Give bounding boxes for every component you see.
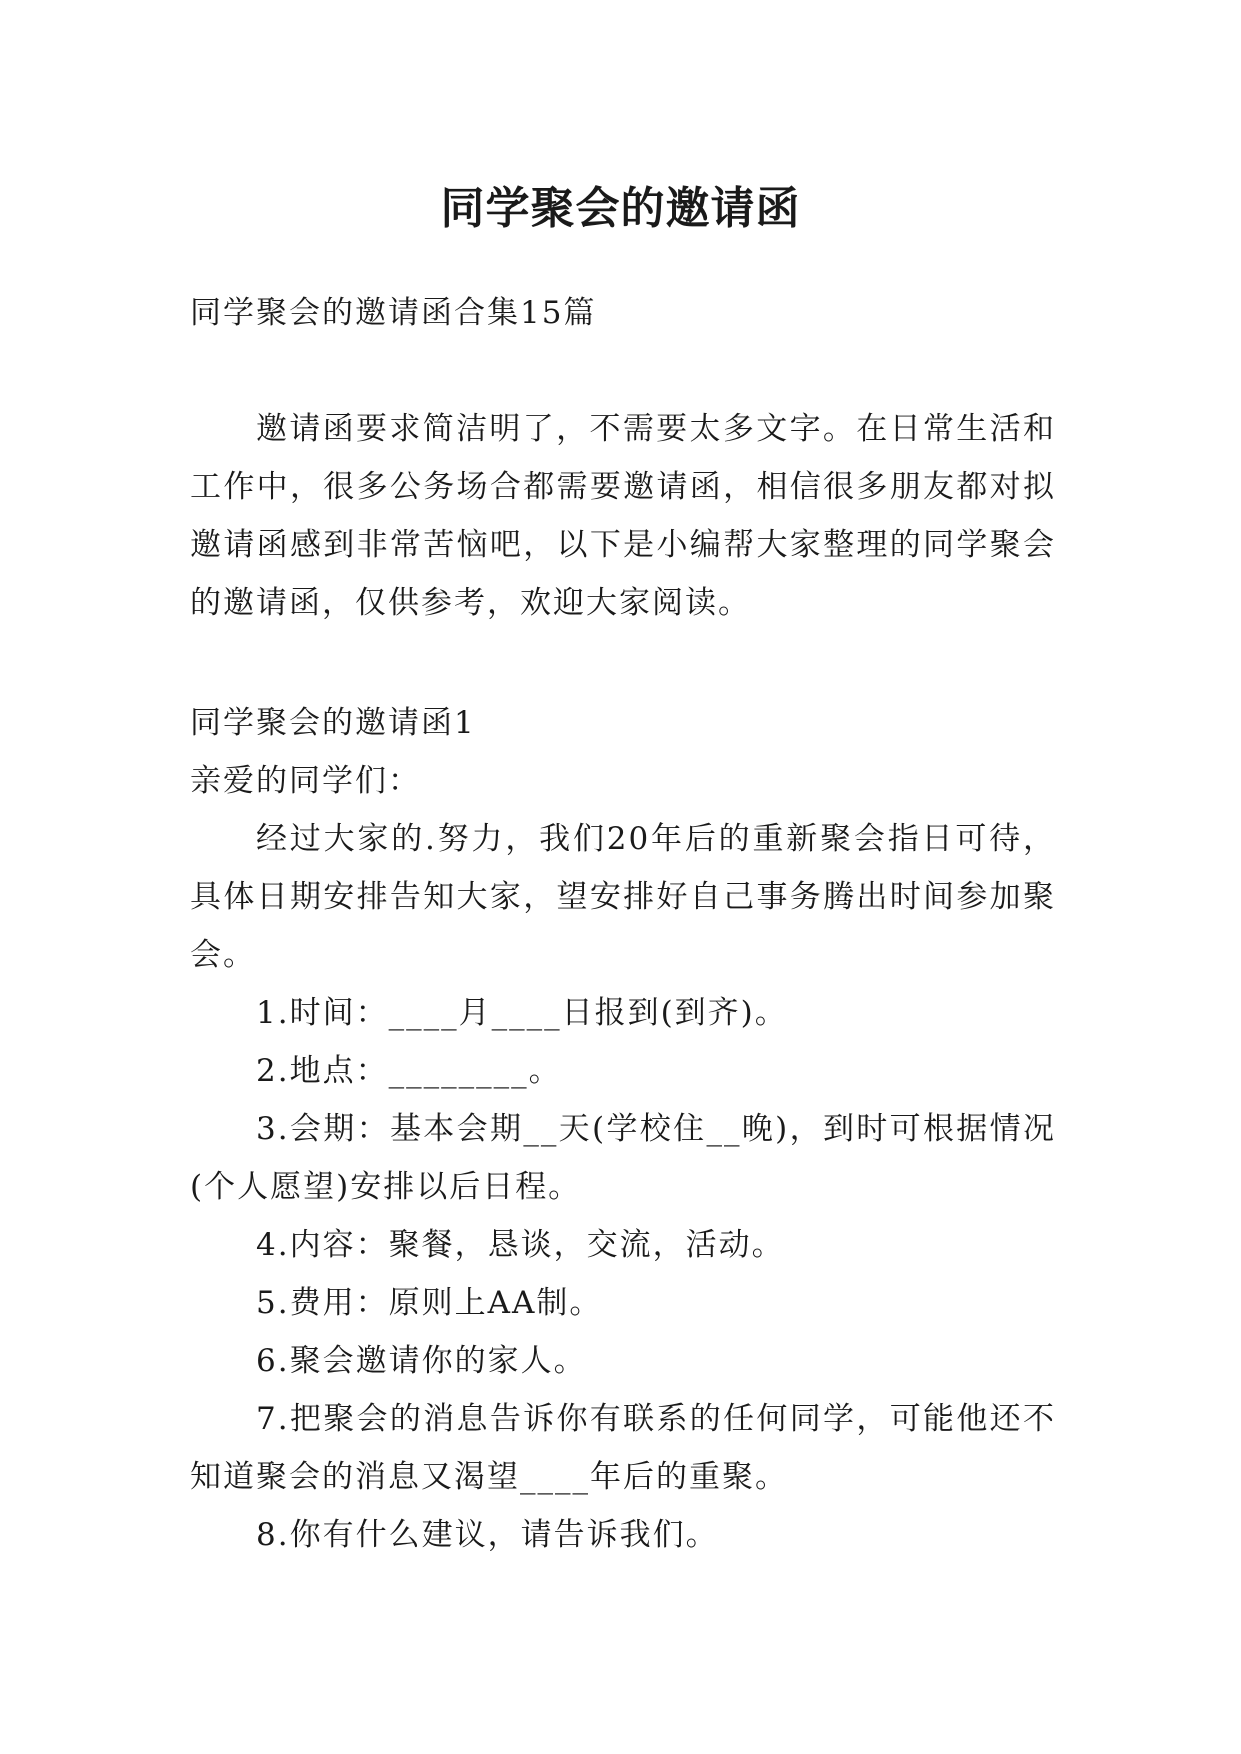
- intro-paragraph: 邀请函要求简洁明了，不需要太多文字。在日常生活和工作中，很多公务场合都需要邀请函，相信很多朋友都对拟邀请函感到非常苦恼吧，以下是小编帮大家整理的同学聚会的邀请函，仅供参考，欢迎大家阅读。: [190, 411, 1056, 621]
- salutation: 亲爱的同学们：: [190, 763, 421, 799]
- page-title: 同学聚会的邀请函: [440, 183, 801, 235]
- list-item: 8.你有什么建议，请告诉我们。: [256, 1517, 719, 1553]
- document-subtitle: [190, 284, 1056, 342]
- list-item: 2.地点：________。: [256, 1053, 562, 1089]
- section-heading: 同学聚会的邀请函1: [190, 705, 476, 741]
- list-item: 3.会期：基本会期__天(学校住__晚)，到时可根据情况(个人愿望)安排以后日程。: [190, 1111, 1056, 1205]
- subtitle-text: 同学聚会的邀请函合集15篇: [190, 295, 597, 331]
- list-item: 7.把聚会的消息告诉你有联系的任何同学，可能他还不知道聚会的消息又渴望____年后的重聚。: [190, 1401, 1056, 1495]
- opening-paragraph: 经过大家的.努力，我们20年后的重新聚会指日可待，具体日期安排告知大家，望安排好自己事务腾出时间参加聚会。: [190, 821, 1056, 973]
- list-item: 6.聚会邀请你的家人。: [256, 1343, 587, 1379]
- list-item: 5.费用：原则上AA制。: [256, 1285, 603, 1321]
- intro-block: [190, 400, 1056, 632]
- list-item: 1.时间：____月____日报到(到齐)。: [256, 995, 788, 1031]
- list-item: 4.内容：聚餐，恳谈，交流，活动。: [256, 1227, 785, 1263]
- section-1: [190, 694, 1056, 1564]
